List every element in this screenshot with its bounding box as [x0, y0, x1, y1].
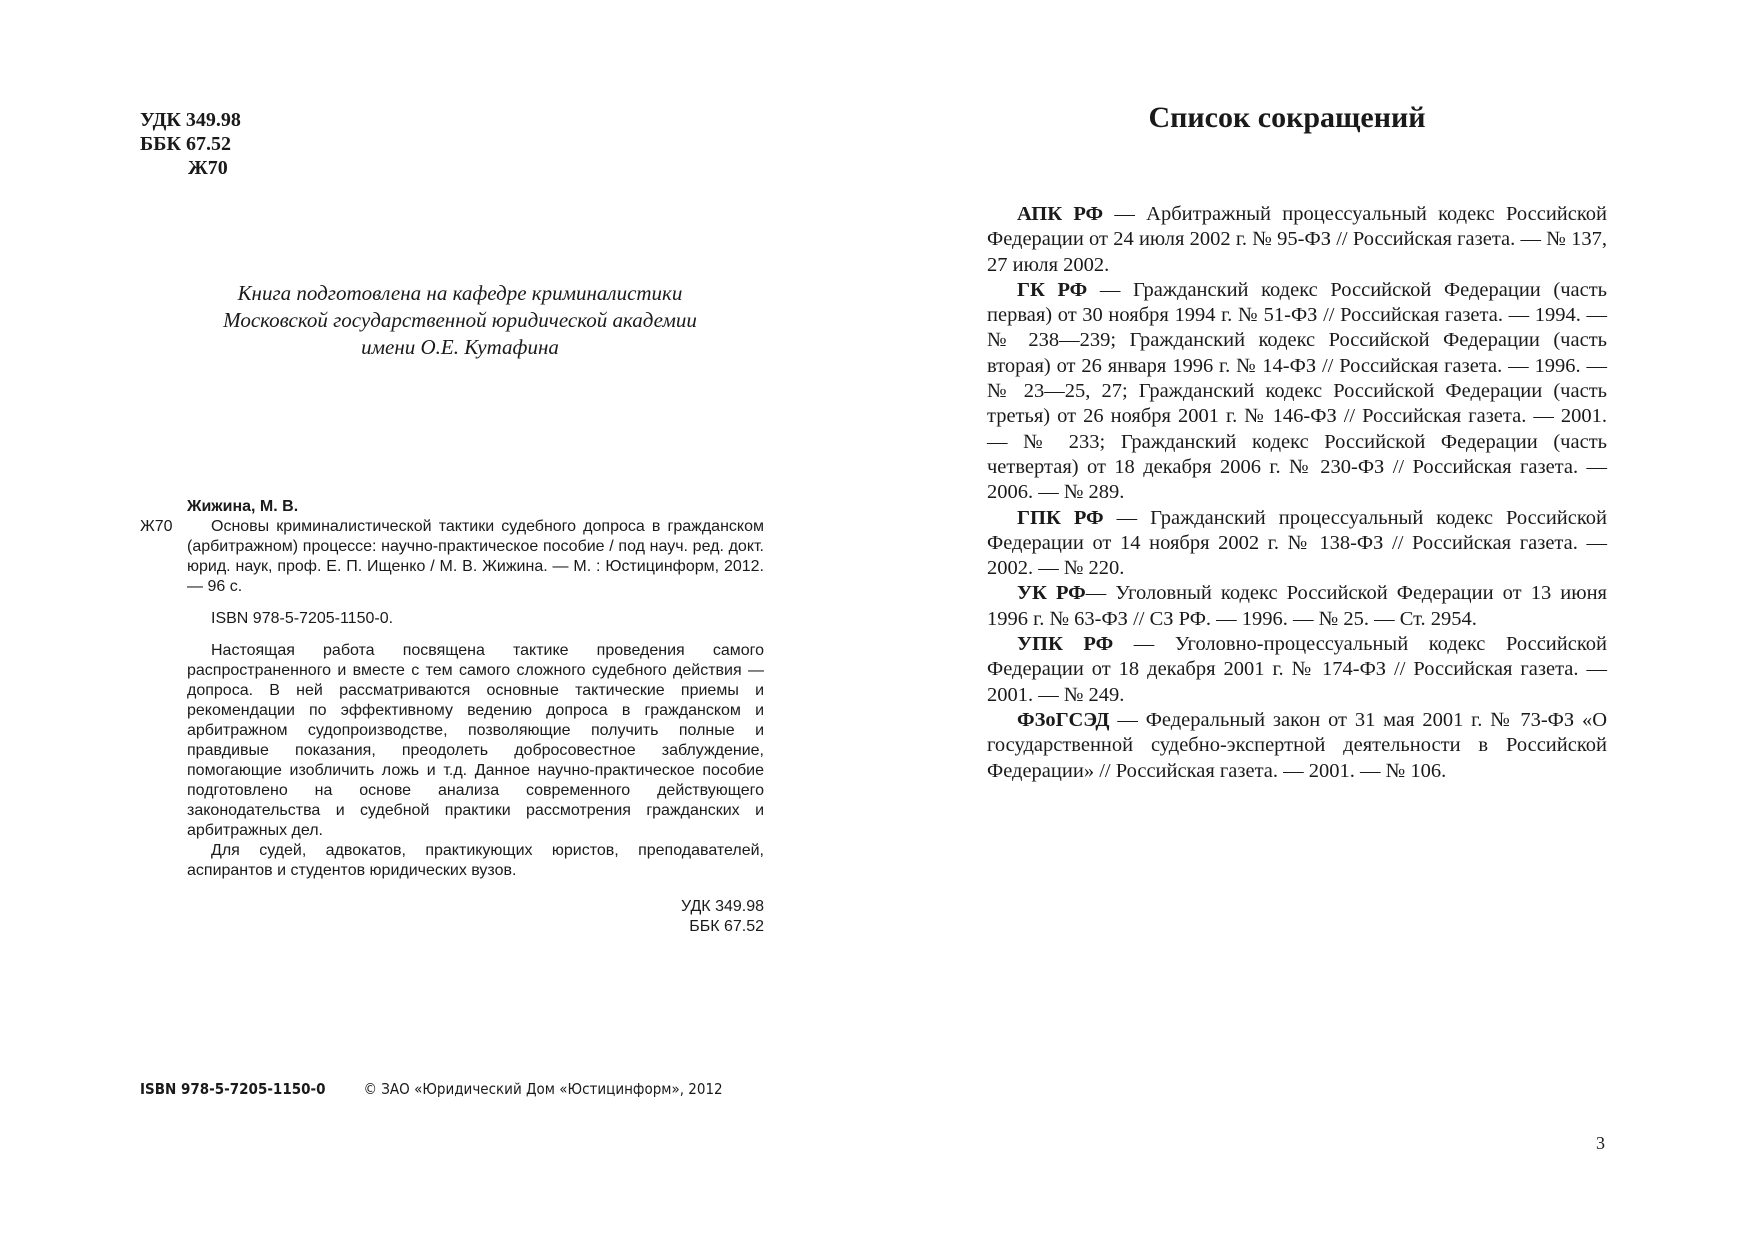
catalog-bibliography: Основы криминалистической тактики судебного допроса в гражданском (арбитражном) процессе: научно-практическое пособие / под науч. ред. докт. юрид. наук, проф. Е. П. Ищенко / М. В. Жижина. — М. : Юстицинформ, 2012. — 96 с.	[187, 518, 764, 595]
abbreviation-term: ГПК РФ	[1017, 506, 1104, 529]
abbreviation-entry	[987, 202, 1607, 278]
footer-copyright: © ЗАО «Юридический Дом «Юстицинформ», 2012	[363, 1080, 723, 1098]
abbreviation-definition: — Уголовный кодекс Российской Федерации от 13 июня 1996 г. № 63-ФЗ // СЗ РФ. — 1996. — № 25. — Ст. 2954.	[987, 582, 1607, 630]
catalog-abstract	[140, 641, 764, 881]
imprint-footer	[140, 1080, 723, 1098]
abbreviation-entry	[987, 632, 1607, 708]
abbreviation-term: АПК РФ	[1017, 203, 1104, 225]
catalog-udk: УДК 349.98	[681, 898, 764, 915]
abbreviation-definition: — Арбитражный процессуальный кодекс Российской Федерации от 24 июля 2002 г. № 95-ФЗ // Российская газета. — № 137, 27 июля 2002.	[987, 203, 1607, 276]
abbreviation-entry	[987, 278, 1607, 506]
prepared-note-line: Книга подготовлена на кафедре криминалистики	[237, 281, 683, 305]
abbreviation-entry	[987, 581, 1607, 632]
prepared-note	[190, 280, 730, 361]
udk-code: УДК 349.98	[140, 109, 241, 131]
prepared-note-line: Московской государственной юридической академии	[223, 308, 697, 332]
abbreviation-term: УПК РФ	[1017, 633, 1114, 656]
abbreviation-entry	[987, 506, 1607, 582]
footer-isbn: ISBN 978-5-7205-1150-0	[140, 1080, 326, 1098]
abbreviation-list	[987, 202, 1607, 784]
abbreviation-definition: — Гражданский кодекс Российской Федерации (часть первая) от 30 ноября 1994 г. № 51-ФЗ // Российская газета. — 1994. — № 238—239; Гражданский кодекс Российской Федерации (часть вторая) от 26 января 1996 г. № 14-ФЗ // Российская газета. — 1996. — № 23—25, 27; Гражданский кодекс Российской Федерации (часть третья) от 26 ноября 2001 г. № 146-ФЗ // Российская газета. — 2001. — № 233; Гражданский кодекс Российской Федерации (часть четвертая) от 18 декабря 2006 г. № 230-ФЗ // Российская газета. — 2006. — № 289.	[987, 278, 1608, 504]
prepared-note-line: имени О.Е. Кутафина	[361, 335, 559, 359]
bbk-code: ББК 67.52	[140, 133, 231, 155]
abbreviation-term: УК РФ	[1017, 582, 1086, 605]
abbreviation-term: ФЗоГСЭД	[1017, 708, 1110, 731]
author-sign: Ж70	[188, 157, 228, 179]
abbreviation-definition: — Гражданский процессуальный кодекс Российской Федерации от 14 ноября 2002 г. № 138-ФЗ // Российская газета. — 2002. — № 220.	[987, 506, 1607, 580]
abbreviation-definition: — Уголовно-процессуальный кодекс Российской Федерации от 18 декабря 2001 г. № 174-ФЗ // Российская газета. — 2001. — № 249.	[987, 633, 1607, 706]
classification-block	[140, 108, 241, 180]
catalog-bbk: ББК 67.52	[689, 918, 764, 935]
page-number: 3	[1596, 1133, 1605, 1153]
page-title: Список сокращений	[1148, 101, 1426, 134]
catalog-author: Жижина, М. В.	[187, 498, 299, 515]
abbreviation-definition: — Федеральный закон от 31 мая 2001 г. № 73-ФЗ «О государственной судебно-экспертной деятельности в Российской Федерации» // Российская газета. — 2001. — № 106.	[987, 708, 1607, 782]
catalog-card	[140, 497, 764, 937]
abstract-paragraph: Настоящая работа посвящена тактике проведения самого распространенного и вместе с тем самого сложного судебного действия — допроса. В ней рассматриваются основные тактические приемы и рекомендации по эффективному ведению допроса в гражданском и арбитражном судопроизводстве, позволяющие получить полные и правдивые показания, преодолеть добросовестное заблуждение, помогающие изобличить ложь и т.д. Данное научно-практическое пособие подготовлено на основе анализа современного действующего законодательства и судебной практики рассмотрения гражданских и арбитражных дел.	[187, 642, 764, 839]
catalog-codes	[140, 897, 764, 937]
right-page	[877, 0, 1755, 1241]
left-page	[0, 0, 877, 1241]
catalog-entry	[140, 517, 764, 597]
catalog-code: Ж70	[140, 518, 173, 535]
abstract-paragraph: Для судей, адвокатов, практикующих юристов, преподавателей, аспирантов и студентов юридических вузов.	[187, 842, 764, 879]
abbreviation-term: ГК РФ	[1017, 278, 1088, 301]
catalog-isbn: ISBN 978-5-7205-1150-0.	[211, 610, 394, 627]
abbreviation-entry	[987, 708, 1607, 784]
